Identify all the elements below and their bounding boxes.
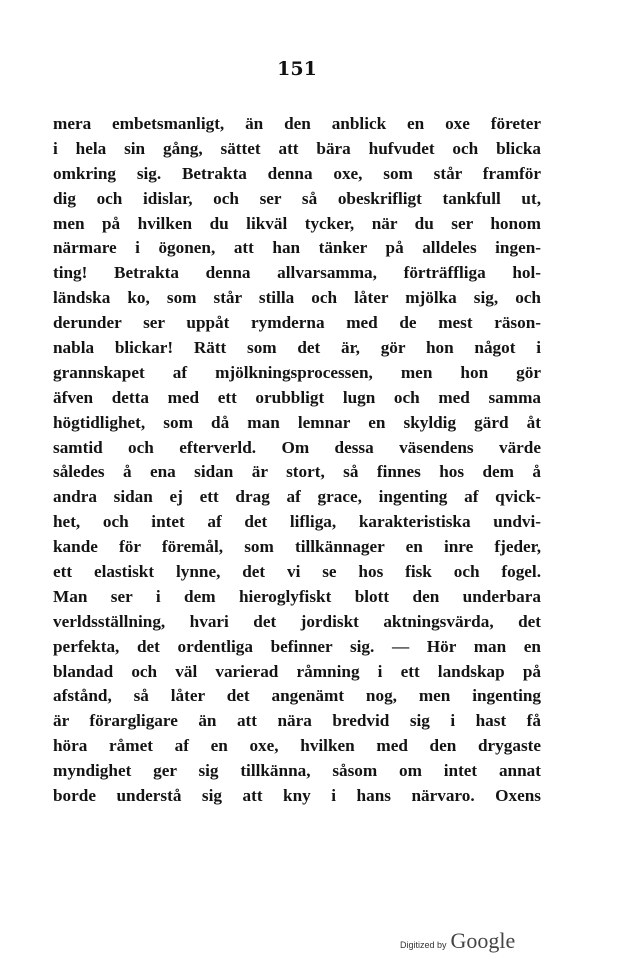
text-line — [53, 460, 541, 485]
text-line — [53, 212, 541, 237]
text-line-content: afstånd, så låter det angenämt nog, men ingenting — [53, 686, 541, 706]
text-line — [53, 187, 541, 212]
text-line — [53, 411, 541, 436]
text-line — [53, 162, 541, 187]
text-line-content: närmare i ögonen, att han tänker på alldeles ingen- — [53, 238, 541, 258]
text-line — [53, 311, 541, 336]
text-line — [53, 261, 541, 286]
text-line — [53, 286, 541, 311]
text-line-content: ett elastiskt lynne, det vi se hos fisk och fogel. — [53, 562, 541, 582]
body-text — [53, 112, 541, 809]
text-line — [53, 535, 541, 560]
text-line-content: men på hvilken du likväl tycker, när du ser honom — [53, 213, 541, 233]
text-line-content: högtidlighet, som då man lemnar en skyldig gärd åt — [53, 412, 541, 432]
text-line — [53, 734, 541, 759]
text-line-content: omkring sig. Betrakta denna oxe, som står framför — [53, 163, 541, 183]
text-line — [53, 137, 541, 162]
text-line-content: ländska ko, som står stilla och låter mjölka sig, och — [53, 288, 541, 308]
text-line-content: äfven detta med ett orubbligt lugn och med samma — [53, 387, 541, 407]
text-line — [53, 236, 541, 261]
text-line-content: Man ser i dem hieroglyfiskt blott den underbara — [53, 586, 541, 606]
text-line-content: dig och idislar, och ser så obeskrifligt tankfull ut, — [53, 188, 541, 208]
text-line — [53, 485, 541, 510]
text-line-content: het, och intet af det lifliga, karakteristiska undvi- — [53, 512, 541, 532]
text-line — [53, 361, 541, 386]
text-line — [53, 709, 541, 734]
text-line-content: nabla blickar! Rätt som det är, gör hon något i — [53, 338, 541, 358]
text-line-content: grannskapet af mjölkningsprocessen, men hon gör — [53, 362, 541, 382]
text-line — [53, 660, 541, 685]
text-line-content: perfekta, det ordentliga befinner sig. — Hör man en — [53, 636, 541, 656]
text-line — [53, 112, 541, 137]
text-line-content: höra råmet af en oxe, hvilken med den drygaste — [53, 736, 541, 756]
text-line — [53, 386, 541, 411]
text-line-content: borde understå sig att kny i hans närvaro. Oxens — [53, 786, 541, 806]
watermark-brand: Google — [450, 928, 516, 953]
digitized-by-google-watermark — [400, 928, 515, 954]
text-line — [53, 560, 541, 585]
text-line — [53, 585, 541, 610]
text-line — [53, 510, 541, 535]
text-line — [53, 759, 541, 784]
page-number — [0, 58, 640, 80]
text-line — [53, 610, 541, 635]
text-line-content: samtid och efterverld. Om dessa väsendens värde — [53, 437, 541, 457]
text-line-content: andra sidan ej ett drag af grace, ingenting af qvick- — [53, 487, 541, 507]
text-line — [53, 336, 541, 361]
text-line-content: blandad och väl varierad råmning i ett landskap på — [53, 661, 541, 681]
text-line — [53, 635, 541, 660]
text-line-content: ting! Betrakta denna allvarsamma, förträffliga hol- — [53, 263, 541, 283]
text-line-content: i hela sin gång, sättet att bära hufvudet och blicka — [53, 138, 541, 158]
text-line — [53, 684, 541, 709]
page-number-text: 151 — [277, 58, 317, 80]
text-line — [53, 784, 541, 809]
text-line-content: mera embetsmanligt, än den anblick en oxe företer — [53, 114, 541, 133]
text-line-content: verldsställning, hvari det jordiskt aktningsvärda, det — [53, 611, 541, 631]
text-line — [53, 436, 541, 461]
text-line-content: derunder ser uppåt rymderna med de mest räson- — [53, 313, 541, 333]
text-line-content: är förargligare än att nära bredvid sig i hast få — [53, 711, 541, 731]
text-line-content: kande för föremål, som tillkännager en inre fjeder, — [53, 537, 541, 557]
watermark-prefix: Digitized by — [400, 940, 447, 950]
text-line-content: således å ena sidan är stort, så finnes hos dem å — [53, 462, 541, 482]
text-line-content: myndighet ger sig tillkänna, såsom om intet annat — [53, 761, 541, 781]
